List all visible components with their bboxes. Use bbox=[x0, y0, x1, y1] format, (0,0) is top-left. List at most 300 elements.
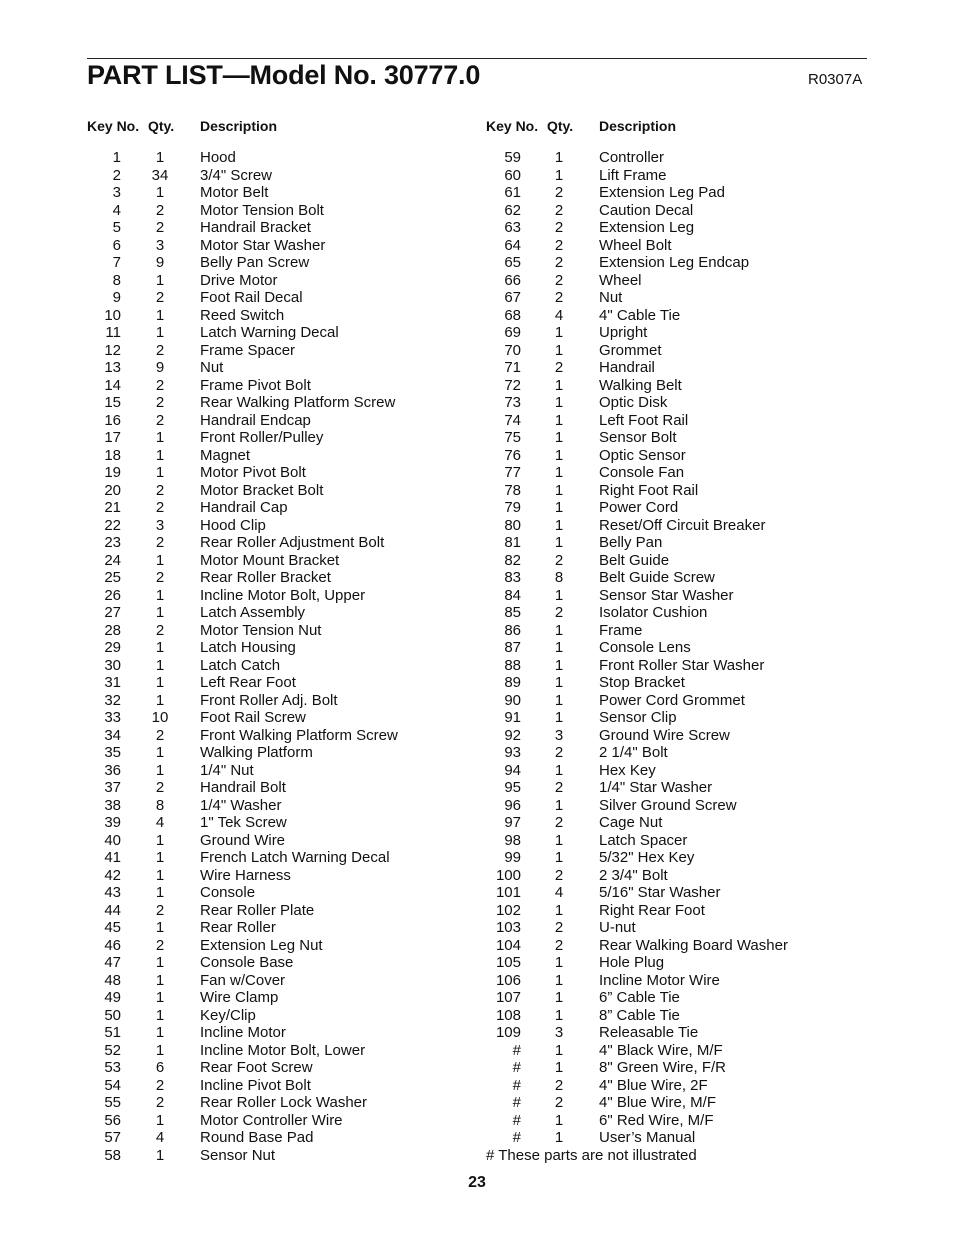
part-description: Wheel Bolt bbox=[599, 236, 672, 254]
part-qty: 1 bbox=[155, 1111, 165, 1129]
part-row bbox=[486, 604, 866, 622]
part-key-no: # bbox=[512, 1059, 521, 1076]
part-description: Front Walking Platform Screw bbox=[200, 726, 398, 744]
part-description: Fan w/Cover bbox=[200, 971, 286, 989]
part-row bbox=[486, 499, 866, 517]
part-row bbox=[486, 587, 866, 605]
part-key-no: 12 bbox=[104, 341, 121, 359]
header-description: Description bbox=[200, 118, 278, 134]
part-key-no: 3 bbox=[112, 184, 121, 201]
part-description: Motor Star Washer bbox=[200, 236, 326, 254]
part-key-no: 96 bbox=[504, 796, 521, 814]
part-qty: 1 bbox=[155, 1146, 165, 1164]
part-description: 4" Cable Tie bbox=[599, 306, 681, 324]
part-description: Ground Wire Screw bbox=[599, 726, 730, 744]
part-row bbox=[87, 569, 467, 587]
part-qty: 1 bbox=[554, 166, 564, 184]
part-description: Rear Foot Screw bbox=[200, 1059, 313, 1076]
part-qty: 1 bbox=[554, 849, 564, 866]
part-qty: 1 bbox=[155, 149, 165, 166]
part-row bbox=[87, 517, 467, 535]
part-description: Sensor Nut bbox=[200, 1146, 276, 1164]
part-key-no: 70 bbox=[504, 341, 521, 359]
part-key-no: 25 bbox=[104, 569, 121, 586]
part-key-no: 27 bbox=[104, 604, 121, 621]
part-key-no: 59 bbox=[504, 149, 521, 166]
part-row bbox=[486, 429, 866, 447]
part-row bbox=[87, 219, 467, 237]
part-row bbox=[87, 289, 467, 307]
part-key-no: 51 bbox=[104, 1024, 121, 1041]
footnote: # These parts are not illustrated bbox=[486, 1146, 697, 1164]
part-key-no: 28 bbox=[104, 621, 121, 639]
part-qty: 1 bbox=[554, 464, 564, 481]
header-qty: Qty. bbox=[547, 118, 574, 134]
part-qty: 1 bbox=[155, 1024, 165, 1041]
part-row bbox=[486, 779, 866, 797]
part-description: Belt Guide Screw bbox=[599, 569, 715, 586]
part-key-no: 10 bbox=[104, 306, 121, 324]
part-row bbox=[486, 1059, 866, 1077]
part-description: Walking Platform bbox=[200, 744, 313, 761]
part-description: Walking Belt bbox=[599, 376, 682, 394]
part-description: Right Rear Foot bbox=[599, 901, 705, 919]
part-key-no: 101 bbox=[495, 884, 521, 901]
part-description: 6” Cable Tie bbox=[599, 989, 680, 1006]
part-row bbox=[486, 902, 866, 920]
part-description: Rear Roller Plate bbox=[200, 901, 315, 919]
part-row bbox=[486, 324, 866, 342]
part-key-no: 14 bbox=[104, 376, 121, 394]
part-row bbox=[87, 1077, 467, 1095]
part-key-no: 106 bbox=[495, 971, 521, 989]
part-key-no: 38 bbox=[104, 796, 121, 814]
part-description: Magnet bbox=[200, 446, 251, 464]
part-row bbox=[486, 359, 866, 377]
part-key-no: 103 bbox=[495, 919, 521, 936]
part-qty: 2 bbox=[554, 604, 564, 621]
part-row bbox=[486, 464, 866, 482]
part-key-no: 43 bbox=[104, 884, 121, 901]
part-row bbox=[87, 237, 467, 255]
part-description: Handrail Cap bbox=[200, 499, 288, 516]
part-qty: 2 bbox=[155, 779, 165, 796]
part-description: Extension Leg Endcap bbox=[599, 254, 750, 271]
part-row bbox=[87, 167, 467, 185]
part-qty: 2 bbox=[554, 919, 564, 936]
part-description: Wire Harness bbox=[200, 866, 291, 884]
part-description: Motor Tension Nut bbox=[200, 621, 322, 639]
part-row bbox=[87, 587, 467, 605]
parts-rows-left bbox=[87, 149, 467, 1164]
part-row bbox=[87, 797, 467, 815]
part-row bbox=[486, 1007, 866, 1025]
part-description: 1" Tek Screw bbox=[200, 814, 287, 831]
part-qty: 2 bbox=[155, 394, 165, 411]
part-qty: 1 bbox=[554, 639, 564, 656]
part-key-no: 52 bbox=[104, 1041, 121, 1059]
part-row bbox=[87, 1042, 467, 1060]
part-qty: 2 bbox=[554, 271, 564, 289]
part-qty: 6 bbox=[155, 1059, 165, 1076]
part-description: Frame Pivot Bolt bbox=[200, 376, 311, 394]
part-qty: 1 bbox=[554, 971, 564, 989]
part-row bbox=[486, 744, 866, 762]
part-key-no: 49 bbox=[104, 989, 121, 1006]
part-key-no: 107 bbox=[495, 989, 521, 1006]
part-key-no: 42 bbox=[104, 866, 121, 884]
part-qty: 34 bbox=[151, 166, 169, 184]
part-qty: 1 bbox=[554, 586, 564, 604]
part-qty: 1 bbox=[155, 586, 165, 604]
part-key-no: 93 bbox=[504, 744, 521, 761]
part-qty: 2 bbox=[155, 569, 165, 586]
part-key-no: 13 bbox=[104, 359, 121, 376]
part-key-no: 68 bbox=[504, 306, 521, 324]
part-description: Belly Pan bbox=[599, 534, 663, 551]
part-row bbox=[87, 429, 467, 447]
part-row bbox=[87, 814, 467, 832]
part-qty: 4 bbox=[554, 884, 564, 901]
part-qty: 2 bbox=[155, 376, 165, 394]
part-key-no: 77 bbox=[504, 464, 521, 481]
part-description: Console Lens bbox=[599, 639, 691, 656]
part-description: Rear Walking Board Washer bbox=[599, 936, 788, 954]
part-row bbox=[486, 202, 866, 220]
part-key-no: 67 bbox=[504, 289, 521, 306]
part-qty: 3 bbox=[554, 1024, 564, 1041]
part-description: 1/4" Nut bbox=[200, 761, 254, 779]
part-row bbox=[486, 254, 866, 272]
part-qty: 2 bbox=[554, 219, 564, 236]
part-description: Cage Nut bbox=[599, 814, 663, 831]
part-row bbox=[87, 709, 467, 727]
part-key-no: 64 bbox=[504, 236, 521, 254]
part-key-no: 86 bbox=[504, 621, 521, 639]
part-row bbox=[486, 167, 866, 185]
part-row bbox=[486, 1024, 866, 1042]
part-key-no: 83 bbox=[504, 569, 521, 586]
part-qty: 2 bbox=[554, 551, 564, 569]
part-description: Wheel bbox=[599, 271, 642, 289]
part-row bbox=[486, 447, 866, 465]
part-qty: 1 bbox=[155, 744, 165, 761]
part-qty: 1 bbox=[554, 1059, 564, 1076]
part-description: Ground Wire bbox=[200, 831, 286, 849]
part-key-no: 34 bbox=[104, 726, 121, 744]
part-description: Motor Mount Bracket bbox=[200, 551, 340, 569]
part-description: Key/Clip bbox=[200, 1006, 256, 1024]
part-description: Rear Roller Adjustment Bolt bbox=[200, 534, 385, 551]
part-description: Handrail bbox=[599, 359, 655, 376]
part-description: Extension Leg Pad bbox=[599, 184, 725, 201]
part-description: Isolator Cushion bbox=[599, 604, 708, 621]
part-key-no: 21 bbox=[104, 499, 121, 516]
part-qty: 4 bbox=[155, 814, 165, 831]
part-key-no: 84 bbox=[504, 586, 521, 604]
part-qty: 1 bbox=[155, 429, 165, 446]
part-qty: 1 bbox=[554, 1111, 564, 1129]
part-row bbox=[486, 727, 866, 745]
part-qty: 1 bbox=[554, 989, 564, 1006]
part-description: Optic Disk bbox=[599, 394, 668, 411]
part-description: Motor Controller Wire bbox=[200, 1111, 343, 1129]
part-row bbox=[486, 412, 866, 430]
part-key-no: 74 bbox=[504, 411, 521, 429]
part-qty: 2 bbox=[155, 341, 165, 359]
part-row bbox=[87, 622, 467, 640]
part-row bbox=[87, 849, 467, 867]
part-row bbox=[87, 272, 467, 290]
part-description: Frame Spacer bbox=[200, 341, 296, 359]
part-description: Wire Clamp bbox=[200, 989, 279, 1006]
part-key-no: 72 bbox=[504, 376, 521, 394]
part-key-no: 36 bbox=[104, 761, 121, 779]
part-row bbox=[87, 902, 467, 920]
part-qty: 3 bbox=[155, 516, 165, 534]
parts-rows-right bbox=[486, 149, 866, 1147]
part-key-no: 62 bbox=[504, 201, 521, 219]
part-key-no: 102 bbox=[495, 901, 521, 919]
part-description: Nut bbox=[200, 359, 224, 376]
part-key-no: 87 bbox=[504, 639, 521, 656]
part-key-no: 78 bbox=[504, 481, 521, 499]
part-row bbox=[486, 762, 866, 780]
part-qty: 2 bbox=[554, 1094, 564, 1111]
part-key-no: 85 bbox=[504, 604, 521, 621]
part-description: U-nut bbox=[599, 919, 636, 936]
part-qty: 1 bbox=[155, 324, 165, 341]
part-row bbox=[87, 674, 467, 692]
part-key-no: 53 bbox=[104, 1059, 121, 1076]
part-key-no: 99 bbox=[504, 849, 521, 866]
part-qty: 1 bbox=[554, 411, 564, 429]
part-row bbox=[87, 1129, 467, 1147]
part-qty: 1 bbox=[155, 866, 165, 884]
part-description: Stop Bracket bbox=[599, 674, 685, 691]
part-row bbox=[87, 464, 467, 482]
part-qty: 1 bbox=[554, 149, 564, 166]
part-qty: 2 bbox=[554, 936, 564, 954]
part-description: Incline Pivot Bolt bbox=[200, 1076, 311, 1094]
part-row bbox=[87, 744, 467, 762]
part-row bbox=[87, 1147, 467, 1165]
part-description: Right Foot Rail bbox=[599, 481, 699, 499]
part-key-no: 9 bbox=[112, 289, 121, 306]
part-row bbox=[486, 149, 866, 167]
part-row bbox=[87, 867, 467, 885]
part-row bbox=[486, 919, 866, 937]
part-row bbox=[87, 989, 467, 1007]
part-qty: 2 bbox=[155, 534, 165, 551]
page-title: PART LIST—Model No. 30777.0 bbox=[87, 60, 481, 90]
part-key-no: 57 bbox=[104, 1129, 121, 1146]
part-key-no: 61 bbox=[504, 184, 521, 201]
part-qty: 2 bbox=[554, 254, 564, 271]
part-key-no: 80 bbox=[504, 516, 521, 534]
part-key-no: 94 bbox=[504, 761, 521, 779]
part-row bbox=[486, 639, 866, 657]
part-description: Rear Walking Platform Screw bbox=[200, 394, 396, 411]
part-description: Motor Pivot Bolt bbox=[200, 464, 306, 481]
part-description: Console Fan bbox=[599, 464, 685, 481]
part-description: 5/16" Star Washer bbox=[599, 884, 721, 901]
part-description: Latch Spacer bbox=[599, 831, 688, 849]
part-qty: 2 bbox=[155, 499, 165, 516]
part-row bbox=[87, 342, 467, 360]
part-row bbox=[486, 1077, 866, 1095]
part-qty: 1 bbox=[155, 954, 165, 971]
part-key-no: # bbox=[512, 1129, 521, 1146]
header-qty: Qty. bbox=[148, 118, 175, 134]
part-row bbox=[486, 517, 866, 535]
part-row bbox=[486, 989, 866, 1007]
part-description: Handrail Bracket bbox=[200, 219, 311, 236]
part-description: 4" Blue Wire, M/F bbox=[599, 1094, 717, 1111]
part-qty: 1 bbox=[554, 376, 564, 394]
part-key-no: 33 bbox=[104, 709, 121, 726]
part-qty: 4 bbox=[155, 1129, 165, 1146]
part-key-no: 55 bbox=[104, 1094, 121, 1111]
part-qty: 2 bbox=[155, 1094, 165, 1111]
part-row bbox=[486, 377, 866, 395]
part-qty: 1 bbox=[155, 446, 165, 464]
part-key-no: 32 bbox=[104, 691, 121, 709]
part-description: 8” Cable Tie bbox=[599, 1006, 680, 1024]
part-row bbox=[486, 954, 866, 972]
part-description: Incline Motor Bolt, Upper bbox=[200, 586, 366, 604]
part-key-no: 81 bbox=[504, 534, 521, 551]
part-row bbox=[486, 394, 866, 412]
part-qty: 1 bbox=[155, 674, 165, 691]
part-row bbox=[486, 342, 866, 360]
part-row bbox=[486, 884, 866, 902]
part-row bbox=[87, 657, 467, 675]
part-qty: 2 bbox=[554, 184, 564, 201]
header-rule bbox=[87, 58, 867, 59]
part-qty: 1 bbox=[155, 971, 165, 989]
part-qty: 2 bbox=[155, 481, 165, 499]
part-qty: 1 bbox=[554, 429, 564, 446]
part-row bbox=[87, 447, 467, 465]
part-description: Extension Leg Nut bbox=[200, 936, 323, 954]
part-description: Front Roller/Pulley bbox=[200, 429, 324, 446]
part-row bbox=[486, 657, 866, 675]
part-key-no: 26 bbox=[104, 586, 121, 604]
part-row bbox=[87, 499, 467, 517]
part-qty: 1 bbox=[554, 709, 564, 726]
part-row bbox=[486, 272, 866, 290]
part-key-no: 23 bbox=[104, 534, 121, 551]
part-key-no: 35 bbox=[104, 744, 121, 761]
part-description: Drive Motor bbox=[200, 271, 278, 289]
part-key-no: 79 bbox=[504, 499, 521, 516]
part-qty: 2 bbox=[155, 201, 165, 219]
part-row bbox=[486, 1129, 866, 1147]
part-qty: 2 bbox=[554, 201, 564, 219]
part-key-no: 22 bbox=[104, 516, 121, 534]
part-qty: 1 bbox=[155, 1006, 165, 1024]
part-qty: 2 bbox=[554, 289, 564, 306]
part-qty: 1 bbox=[155, 919, 165, 936]
part-row bbox=[87, 1094, 467, 1112]
part-key-no: 54 bbox=[104, 1076, 121, 1094]
part-key-no: 104 bbox=[495, 936, 521, 954]
part-key-no: 47 bbox=[104, 954, 121, 971]
part-key-no: 39 bbox=[104, 814, 121, 831]
part-qty: 1 bbox=[554, 621, 564, 639]
part-row bbox=[87, 552, 467, 570]
part-key-no: 88 bbox=[504, 656, 521, 674]
part-key-no: 100 bbox=[495, 866, 521, 884]
part-qty: 2 bbox=[554, 236, 564, 254]
part-key-no: 11 bbox=[105, 324, 121, 341]
part-qty: 9 bbox=[155, 359, 165, 376]
part-key-no: 97 bbox=[504, 814, 521, 831]
part-qty: 1 bbox=[155, 464, 165, 481]
part-key-no: 63 bbox=[504, 219, 521, 236]
part-qty: 1 bbox=[155, 831, 165, 849]
part-qty: 1 bbox=[554, 324, 564, 341]
part-description: Incline Motor bbox=[200, 1024, 286, 1041]
part-key-no: 92 bbox=[504, 726, 521, 744]
part-row bbox=[486, 237, 866, 255]
part-row bbox=[486, 482, 866, 500]
part-description: Incline Motor Wire bbox=[599, 971, 720, 989]
part-qty: 1 bbox=[554, 1006, 564, 1024]
part-qty: 1 bbox=[554, 499, 564, 516]
part-row bbox=[87, 534, 467, 552]
part-qty: 1 bbox=[554, 1129, 564, 1146]
part-description: 5/32" Hex Key bbox=[599, 849, 695, 866]
part-qty: 1 bbox=[155, 639, 165, 656]
part-key-no: 2 bbox=[112, 166, 121, 184]
part-row bbox=[486, 692, 866, 710]
part-key-no: 58 bbox=[104, 1146, 121, 1164]
part-row bbox=[87, 692, 467, 710]
part-key-no: 45 bbox=[104, 919, 121, 936]
header-description: Description bbox=[599, 118, 677, 134]
part-description: Power Cord bbox=[599, 499, 679, 516]
part-description: Left Foot Rail bbox=[599, 411, 689, 429]
part-description: User’s Manual bbox=[599, 1129, 696, 1146]
part-row bbox=[87, 482, 467, 500]
part-row bbox=[87, 884, 467, 902]
part-row bbox=[87, 727, 467, 745]
part-description: Belt Guide bbox=[599, 551, 670, 569]
part-description: 1/4" Washer bbox=[200, 796, 282, 814]
part-key-no: 29 bbox=[104, 639, 121, 656]
part-row bbox=[87, 954, 467, 972]
part-key-no: 5 bbox=[112, 219, 121, 236]
part-description: Caution Decal bbox=[599, 201, 694, 219]
parts-column-left bbox=[87, 118, 467, 1164]
part-description: Frame bbox=[599, 621, 643, 639]
part-description: Hex Key bbox=[599, 761, 656, 779]
part-key-no: 76 bbox=[504, 446, 521, 464]
part-qty: 1 bbox=[155, 761, 165, 779]
part-qty: 1 bbox=[554, 534, 564, 551]
part-qty: 2 bbox=[155, 219, 165, 236]
part-description: 1/4" Star Washer bbox=[599, 779, 713, 796]
header-key-no: Key No. bbox=[87, 118, 140, 134]
part-qty: 1 bbox=[155, 306, 165, 324]
part-key-no: 90 bbox=[504, 691, 521, 709]
part-row bbox=[486, 1042, 866, 1060]
part-row bbox=[87, 1112, 467, 1130]
part-qty: 1 bbox=[554, 831, 564, 849]
part-key-no: 24 bbox=[104, 551, 121, 569]
